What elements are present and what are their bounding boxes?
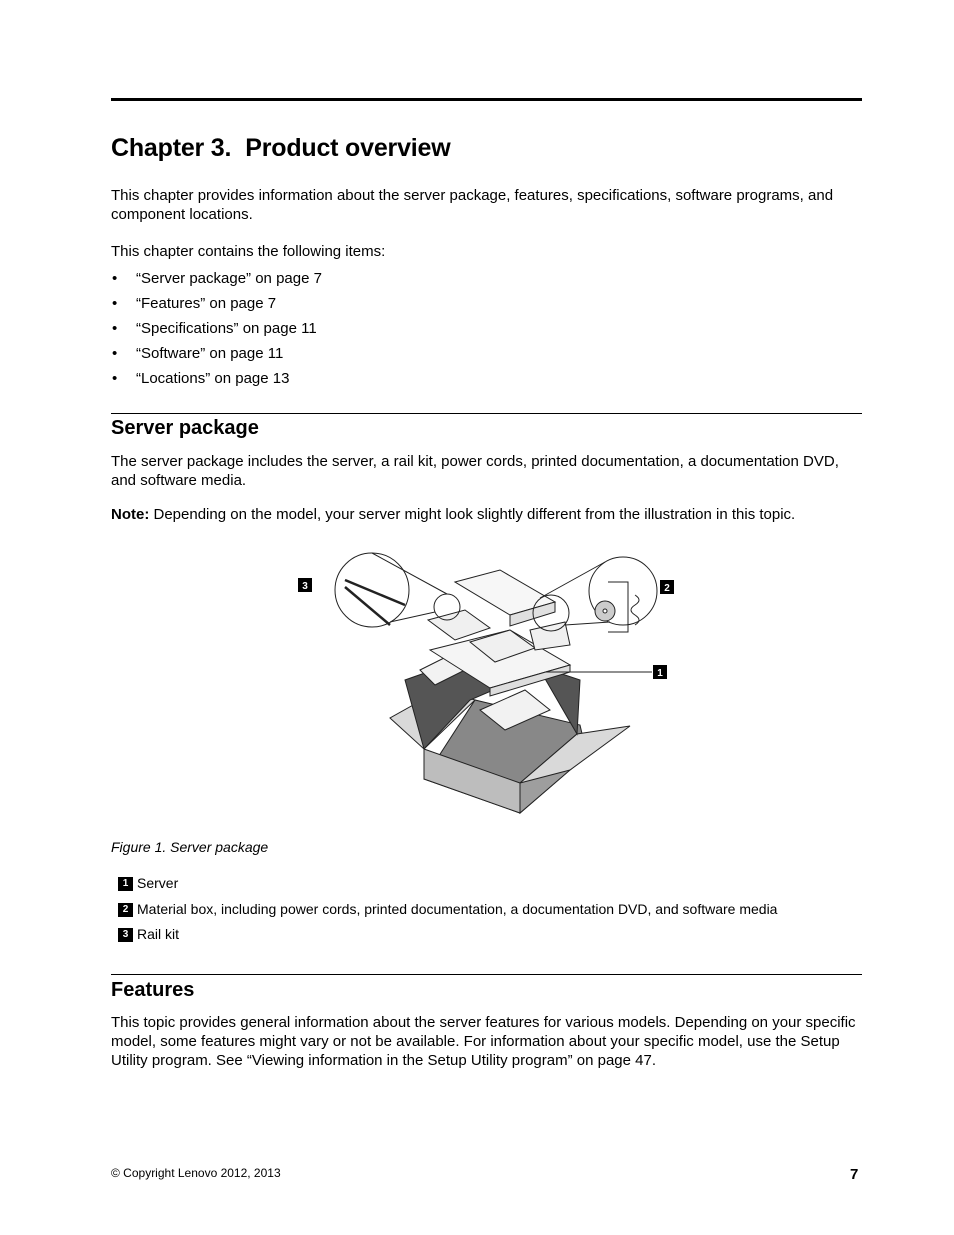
legend-text: Material box, including power cords, printed documentation, a documentation DVD, and software media <box>137 901 778 917</box>
section-rule <box>111 413 862 414</box>
legend-item-2 <box>118 901 777 918</box>
section-rule <box>111 974 862 975</box>
features-heading: Features <box>111 979 195 1001</box>
link-features[interactable]: “Features” on page 7 <box>136 295 277 312</box>
callout-2: 2 <box>664 583 670 594</box>
chapter-label: Chapter 3. <box>111 134 232 162</box>
figure-caption: Figure 1. Server package <box>111 839 269 855</box>
legend-badge: 1 <box>118 877 133 891</box>
chapter-items-list <box>111 269 322 394</box>
top-rule <box>111 98 862 101</box>
link-specifications[interactable]: “Specifications” on page 11 <box>136 320 317 337</box>
legend-item-1 <box>118 875 178 892</box>
list-item[interactable]: • “Server package” on page 7 <box>112 270 322 287</box>
contains-paragraph: This chapter contains the following items: <box>111 243 386 260</box>
note-paragraph <box>111 505 863 524</box>
server-package-illustration <box>290 550 680 825</box>
link-software[interactable]: “Software” on page 11 <box>136 345 284 362</box>
link-server-package[interactable]: “Server package” on page 7 <box>136 270 322 287</box>
list-item[interactable]: • “Specifications” on page 11 <box>112 320 317 337</box>
page-number: 7 <box>850 1166 859 1183</box>
list-item[interactable]: • “Features” on page 7 <box>112 295 277 312</box>
legend-badge: 2 <box>118 903 133 917</box>
legend-text: Server <box>137 875 179 891</box>
legend-badge: 3 <box>118 928 133 942</box>
callout-3: 3 <box>302 581 308 592</box>
page-title <box>111 134 450 163</box>
note-text: Depending on the model, your server might look slightly different from the illustration in this topic. <box>153 506 796 523</box>
legend-item-3 <box>118 926 179 943</box>
list-item[interactable]: • “Software” on page 11 <box>112 345 284 362</box>
chapter-title: Product overview <box>245 134 451 162</box>
link-locations[interactable]: “Locations” on page 13 <box>136 370 290 387</box>
copyright-footer: © Copyright Lenovo 2012, 2013 <box>111 1166 281 1180</box>
note-label: Note: <box>111 506 150 523</box>
server-package-heading: Server package <box>111 417 259 439</box>
server-package-paragraph: The server package includes the server, a rail kit, power cords, printed documentation, a documentation DVD, and software media. <box>111 453 839 489</box>
legend-text: Rail kit <box>137 926 180 942</box>
intro-paragraph: This chapter provides information about the server package, features, specifications, software programs, and component locations. <box>111 187 834 223</box>
list-item[interactable]: • “Locations” on page 13 <box>112 370 290 387</box>
features-paragraph: This topic provides general information about the server features for various models. Depending on your specific model, some features might vary or not be available. For information about your specific model, use the Setup Utility program. See “Viewing information in the Setup Utility program” on page 47. <box>111 1014 856 1069</box>
callout-1: 1 <box>657 668 663 679</box>
